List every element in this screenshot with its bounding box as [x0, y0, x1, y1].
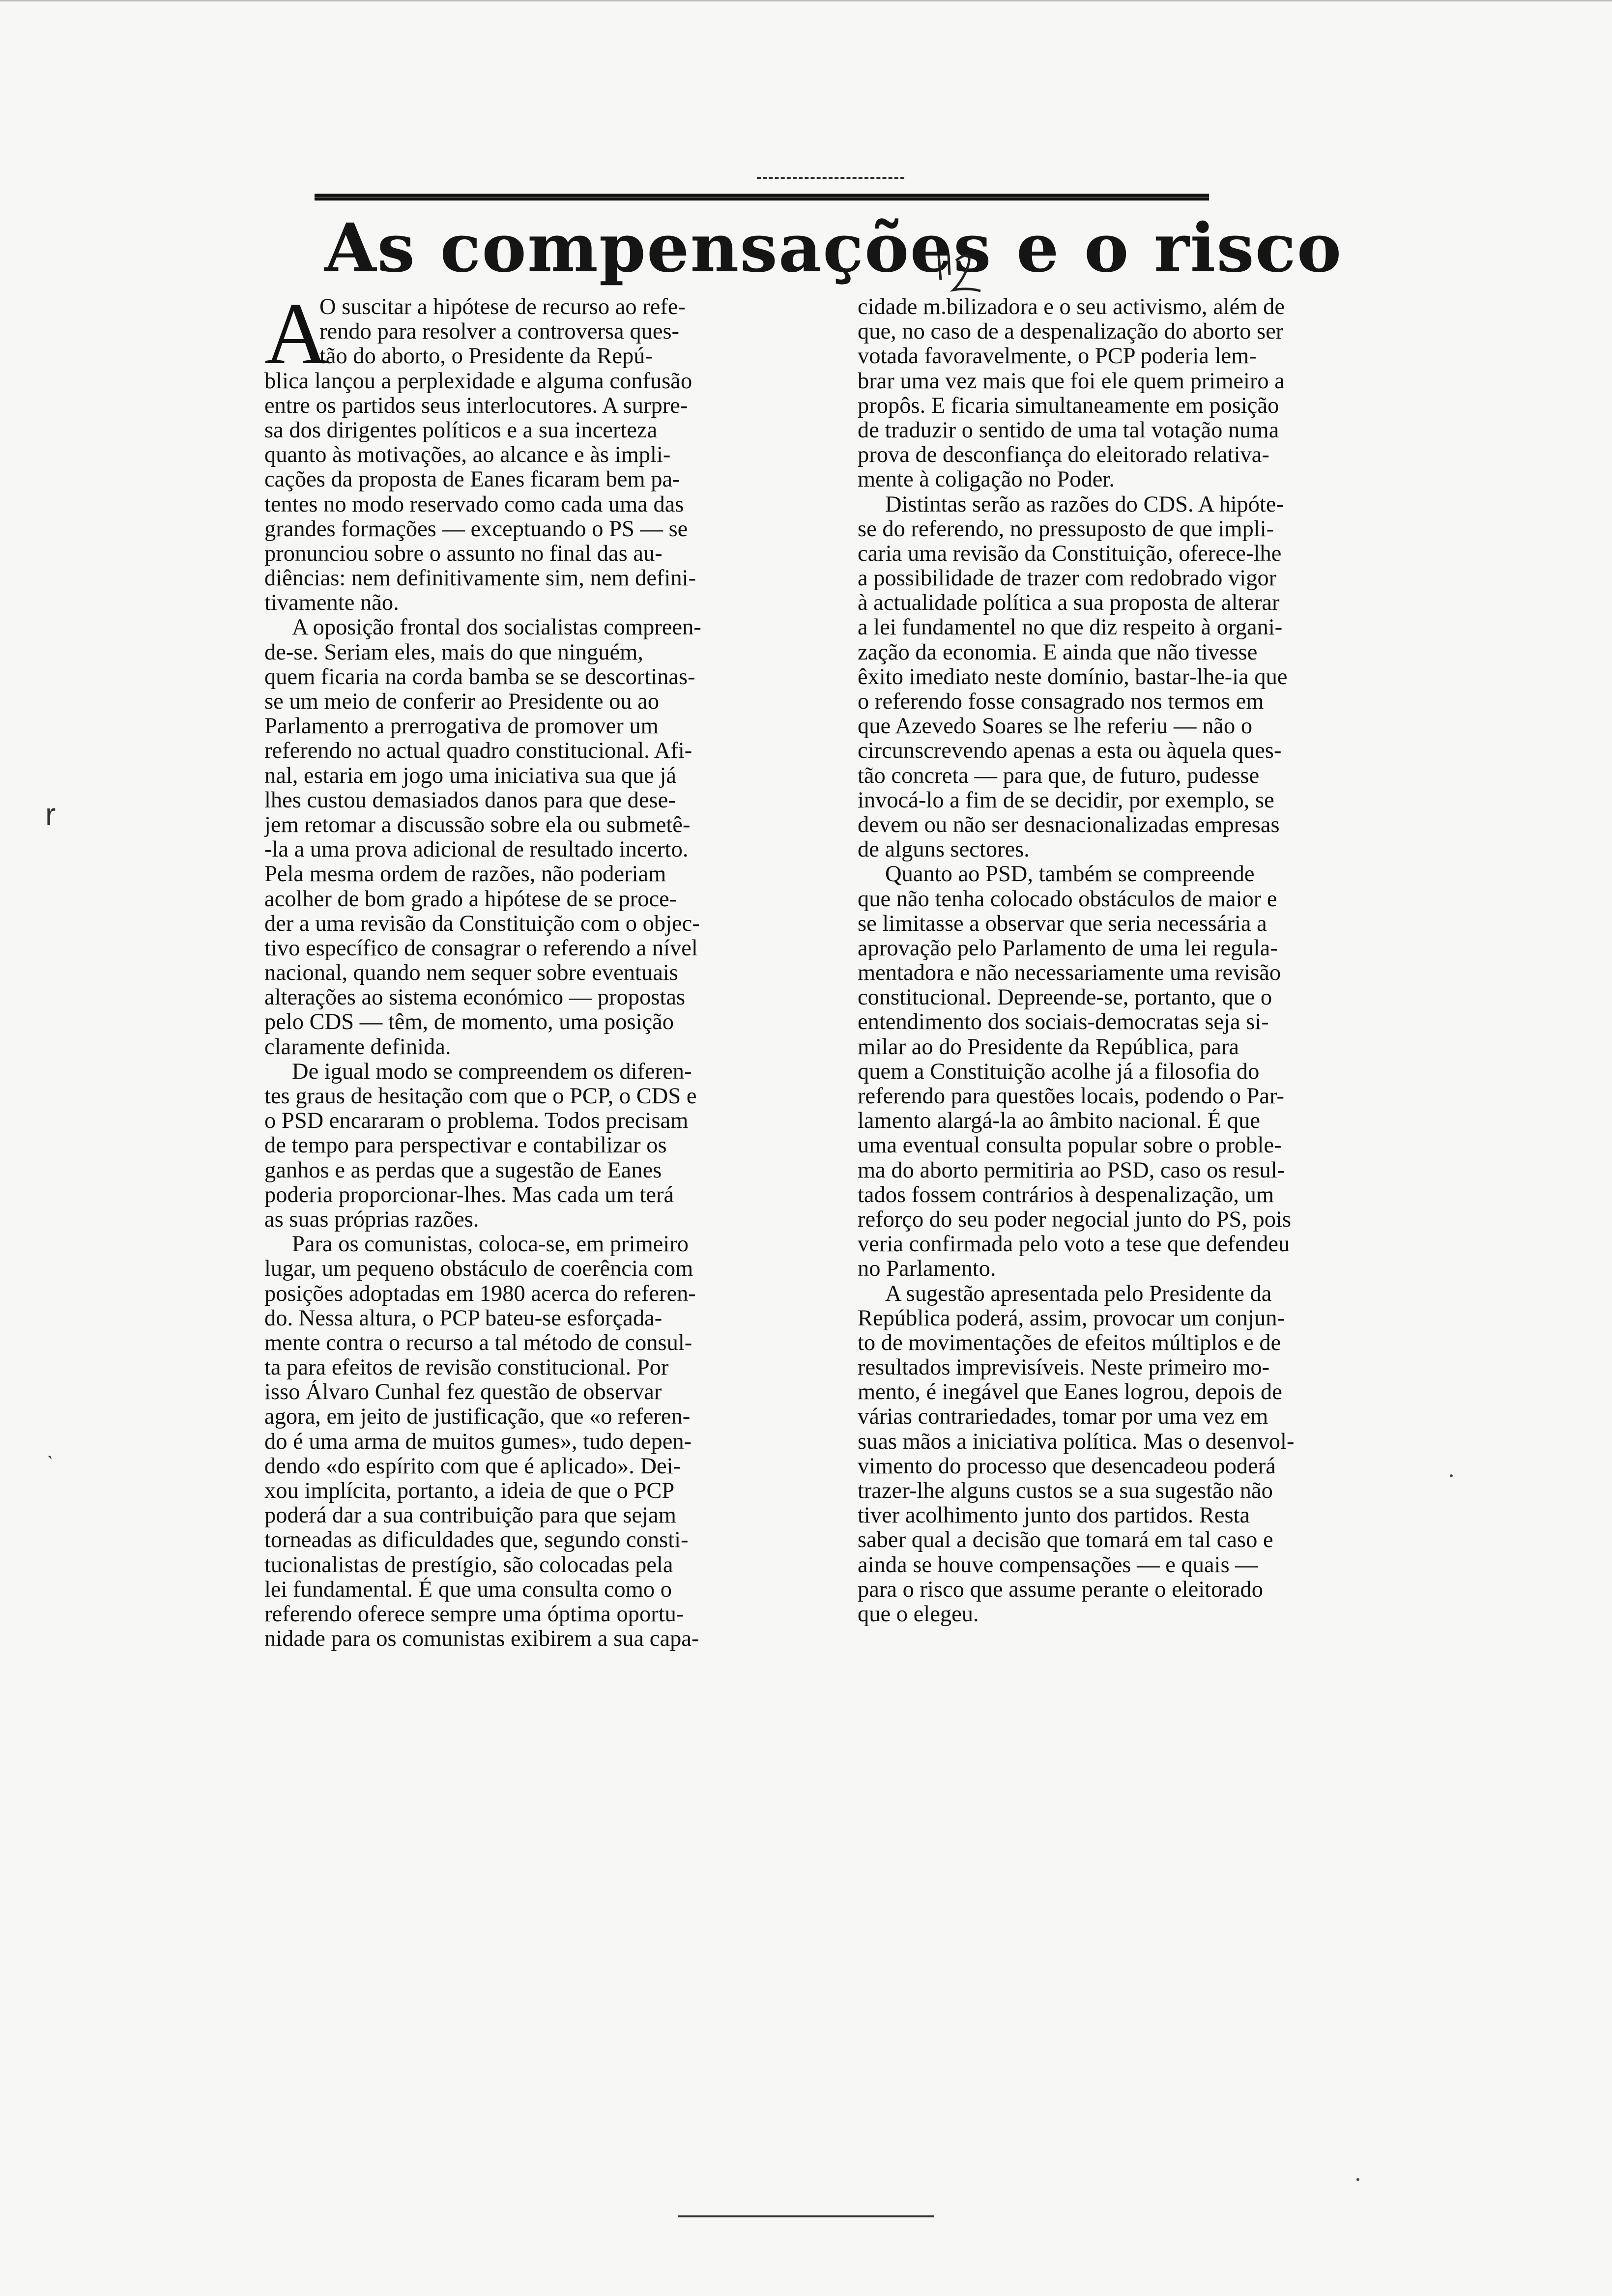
text-line: lhes custou demasiados danos para que dese-: [264, 788, 676, 813]
text-line: Parlamento a prerrogativa de promover um: [264, 714, 659, 739]
text-line: zação da economia. E ainda que não tivesse: [858, 640, 1258, 665]
text-line: isso Álvaro Cunhal fez questão de observar: [264, 1380, 662, 1405]
text-line: propôs. E ficaria simultaneamente em posição: [858, 393, 1279, 418]
text-line: referendo oferece sempre uma óptima oportu-: [264, 1602, 684, 1627]
right-column: [858, 295, 1408, 1627]
text-line: quem a Constituição acolhe já a filosofia do: [858, 1059, 1260, 1084]
text-line: cidade m.bilizadora e o seu activismo, além de: [858, 295, 1285, 319]
text-line: quanto às motivações, ao alcance e às impli-: [264, 443, 671, 468]
text-line: referendo no actual quadro constitucional. Afi-: [264, 739, 692, 764]
text-line: êxito imediato neste domínio, bastar-lhe-ia que: [858, 664, 1288, 689]
text-line: prova de desconfiança do eleitorado relativa-: [858, 443, 1269, 468]
text-line: tivamente não.: [264, 591, 399, 616]
text-line: dendo «do espírito com que é aplicado». Dei-: [264, 1454, 681, 1479]
text-line: mento, é inegável que Eanes logrou, depois de: [858, 1380, 1282, 1405]
text-line: jem retomar a discussão sobre ela ou submetê-: [264, 812, 691, 837]
text-line: Quanto ao PSD, também se compreende: [885, 862, 1255, 887]
text-line: nal, estaria em jogo uma iniciativa sua que já: [264, 763, 676, 788]
text-line: se um meio de conferir ao Presidente ou ao: [264, 689, 660, 714]
text-line: se limitasse a observar que seria necessária a: [858, 911, 1267, 936]
text-line: claramente definida.: [264, 1034, 451, 1060]
text-line: tiver acolhimento junto dos partidos. Resta: [858, 1503, 1250, 1528]
text-line: suas mãos a iniciativa política. Mas o desenvol-: [858, 1429, 1295, 1454]
text-line: acolher de bom grado a hipótese de se proce-: [264, 887, 677, 912]
article-title: As compensações e o risco: [324, 209, 1343, 287]
text-line: a possibilidade de trazer com redobrado vigor: [858, 566, 1277, 591]
text-line: referendo para questões locais, podendo o Par-: [858, 1084, 1285, 1109]
text-line: sa dos dirigentes políticos e a sua incerteza: [264, 418, 658, 443]
text-line: que, no caso de a despenalização do aborto ser: [858, 319, 1284, 344]
margin-mark: ˎ: [47, 1437, 54, 1459]
text-line: trazer-lhe alguns custos se a sua sugestão não: [858, 1479, 1273, 1503]
text-line: tão concreta — para que, de futuro, pudesse: [858, 763, 1260, 788]
text-line: tados fossem contrários à despenalização, um: [858, 1182, 1274, 1207]
text-line: de traduzir o sentido de uma tal votação numa: [858, 418, 1279, 443]
text-line: posições adoptadas em 1980 acerca do referen-: [264, 1281, 696, 1306]
text-line: República poderá, assim, provocar um conjun-: [858, 1306, 1285, 1331]
text-line: ta para efeitos de revisão constitucional. Por: [264, 1355, 669, 1380]
text-line: mentadora e não necessariamente uma revisão: [858, 961, 1281, 986]
text-line: tentes no modo reservado como cada uma das: [264, 492, 684, 517]
footer-rule: [678, 2215, 934, 2217]
text-line: der a uma revisão da Constituição com o objec-: [264, 911, 700, 936]
text-line: pronunciou sobre o assunto no final das au-: [264, 541, 662, 566]
text-line: tivo específico de consagrar o referendo a nível: [264, 936, 698, 961]
left-column: [264, 285, 815, 1652]
text-line: devem ou não ser desnacionalizadas empresas: [858, 812, 1280, 837]
text-line: aprovação pelo Parlamento de uma lei regula-: [858, 936, 1278, 961]
text-line: tão do aborto, o Presidente da Repú-: [319, 344, 653, 369]
drop-cap: A: [264, 285, 328, 382]
text-line: brar uma vez mais que foi ele quem primeiro a: [858, 369, 1285, 394]
text-line: as suas próprias razões.: [264, 1207, 479, 1232]
text-line: invocá-lo a fim de se decidir, por exemplo, se: [858, 788, 1274, 813]
text-line: saber qual a decisão que tomará em tal caso e: [858, 1528, 1273, 1553]
text-line: resultados imprevisíveis. Neste primeiro mo-: [858, 1355, 1270, 1380]
text-line: De igual modo se compreendem os diferen-: [292, 1059, 692, 1084]
text-line: alterações ao sistema económico — propostas: [264, 985, 686, 1010]
text-line: A oposição frontal dos socialistas compreen-: [292, 615, 701, 640]
text-line: de tempo para perspectivar e contabilizar os: [264, 1133, 667, 1158]
margin-mark: r: [45, 797, 56, 832]
text-line: entre os partidos seus interlocutores. A surpre-: [264, 393, 688, 418]
text-line: que não tenha colocado obstáculos de maior e: [858, 887, 1277, 912]
text-line: agora, em jeito de justificação, que «o referen-: [264, 1405, 691, 1430]
text-line: o PSD encararam o problema. Todos precisam: [264, 1109, 689, 1134]
text-line: Pela mesma ordem de razões, não poderiam: [264, 862, 666, 887]
text-line: no Parlamento.: [858, 1257, 996, 1282]
text-line: circunscrevendo apenas a esta ou àquela ques-: [858, 739, 1282, 764]
text-line: Distintas serão as razões do CDS. A hipóte-: [885, 492, 1284, 517]
scan-speck: [1356, 2178, 1359, 2181]
text-line: lamento alargá-la ao âmbito nacional. É que: [858, 1109, 1261, 1134]
text-line: de alguns sectores.: [858, 837, 1030, 862]
text-line: à actualidade política a sua proposta de alterar: [858, 591, 1280, 616]
text-line: uma eventual consulta popular sobre o proble-: [858, 1133, 1282, 1158]
text-line: A sugestão apresentada pelo Presidente da: [885, 1281, 1272, 1306]
text-line: para o risco que assume perante o eleitorado: [858, 1577, 1264, 1602]
text-line: o referendo fosse consagrado nos termos em: [858, 689, 1264, 714]
text-line: milar ao do Presidente da República, para: [858, 1034, 1239, 1060]
text-line: -la a uma prova adicional de resultado incerto.: [264, 837, 689, 862]
text-line: reforço do seu poder negocial junto do PS, pois: [858, 1207, 1292, 1232]
text-line: entendimento dos sociais-democratas seja si-: [858, 1010, 1269, 1035]
text-line: blica lançou a perplexidade e alguma confusão: [264, 369, 692, 394]
scan-top-edge: [0, 0, 1612, 1]
text-line: quem ficaria na corda bamba se se descortinas-: [264, 664, 695, 689]
text-line: ganhos e as perdas que a sugestão de Eanes: [264, 1158, 662, 1183]
text-line: lei fundamental. É que uma consulta como o: [264, 1577, 672, 1602]
text-line: nacional, quando nem sequer sobre eventuais: [264, 961, 678, 986]
text-line: xou implícita, portanto, a ideia de que o PCP: [264, 1479, 675, 1503]
text-line: torneadas as dificuldades que, segundo consti-: [264, 1528, 689, 1553]
top-smudge: [757, 177, 904, 184]
text-line: mente contra o recurso a tal método de consul-: [264, 1330, 692, 1355]
text-line: se do referendo, no pressuposto de que impli-: [858, 517, 1274, 542]
text-line: cações da proposta de Eanes ficaram bem pa-: [264, 467, 680, 492]
text-line: a lei fundamentel no que diz respeito à organi-: [858, 615, 1283, 640]
scan-speck: [1450, 1474, 1453, 1477]
text-line: nidade para os comunistas exibirem a sua capa-: [264, 1627, 699, 1652]
text-line: votada favoravelmente, o PCP poderia lem-: [858, 344, 1257, 369]
text-line: to de movimentações de efeitos múltiplos e de: [858, 1330, 1281, 1355]
text-line: caria uma revisão da Constituição, oferece-lhe: [858, 541, 1282, 566]
text-line: ainda se houve compensações — e quais —: [858, 1552, 1258, 1578]
text-line: que Azevedo Soares se lhe referiu — não o: [858, 714, 1253, 739]
text-line: de-se. Seriam eles, mais do que ninguém,: [264, 640, 643, 665]
text-line: diências: nem definitivamente sim, nem defini-: [264, 566, 696, 591]
text-line: tucionalistas de prestígio, são colocadas pela: [264, 1552, 673, 1578]
text-line: poderá dar a sua contribuição para que sejam: [264, 1503, 676, 1528]
text-line: poderia proporcionar-lhes. Mas cada um terá: [264, 1182, 674, 1207]
text-line: rendo para resolver a controversa ques-: [319, 319, 680, 344]
text-line: pelo CDS — têm, de momento, uma posição: [264, 1010, 674, 1035]
text-line: mente à coligação no Poder.: [858, 467, 1115, 492]
text-line: lugar, um pequeno obstáculo de coerência com: [264, 1257, 693, 1282]
text-line: constitucional. Depreende-se, portanto, que o: [858, 985, 1272, 1010]
header-rule: [315, 194, 1209, 201]
text-line: tes graus de hesitação com que o PCP, o CDS e: [264, 1084, 697, 1109]
text-line: veria confirmada pelo voto a tese que defendeu: [858, 1232, 1290, 1257]
text-line: do. Nessa altura, o PCP bateu-se esforçada-: [264, 1306, 662, 1331]
text-line: várias contrariedades, tomar por uma vez em: [858, 1405, 1268, 1430]
text-line: ma do aborto permitiria ao PSD, caso os resul-: [858, 1158, 1285, 1183]
text-line: vimento do processo que desencadeou poderá: [858, 1454, 1276, 1479]
text-line: grandes formações — exceptuando o PS — se: [264, 517, 688, 542]
text-line: O suscitar a hipótese de recurso ao refe-: [319, 295, 686, 319]
text-line: do é uma arma de muitos gumes», tudo depen-: [264, 1429, 692, 1454]
text-line: que o elegeu.: [858, 1602, 979, 1627]
text-line: Para os comunistas, coloca-se, em primeiro: [292, 1232, 689, 1257]
